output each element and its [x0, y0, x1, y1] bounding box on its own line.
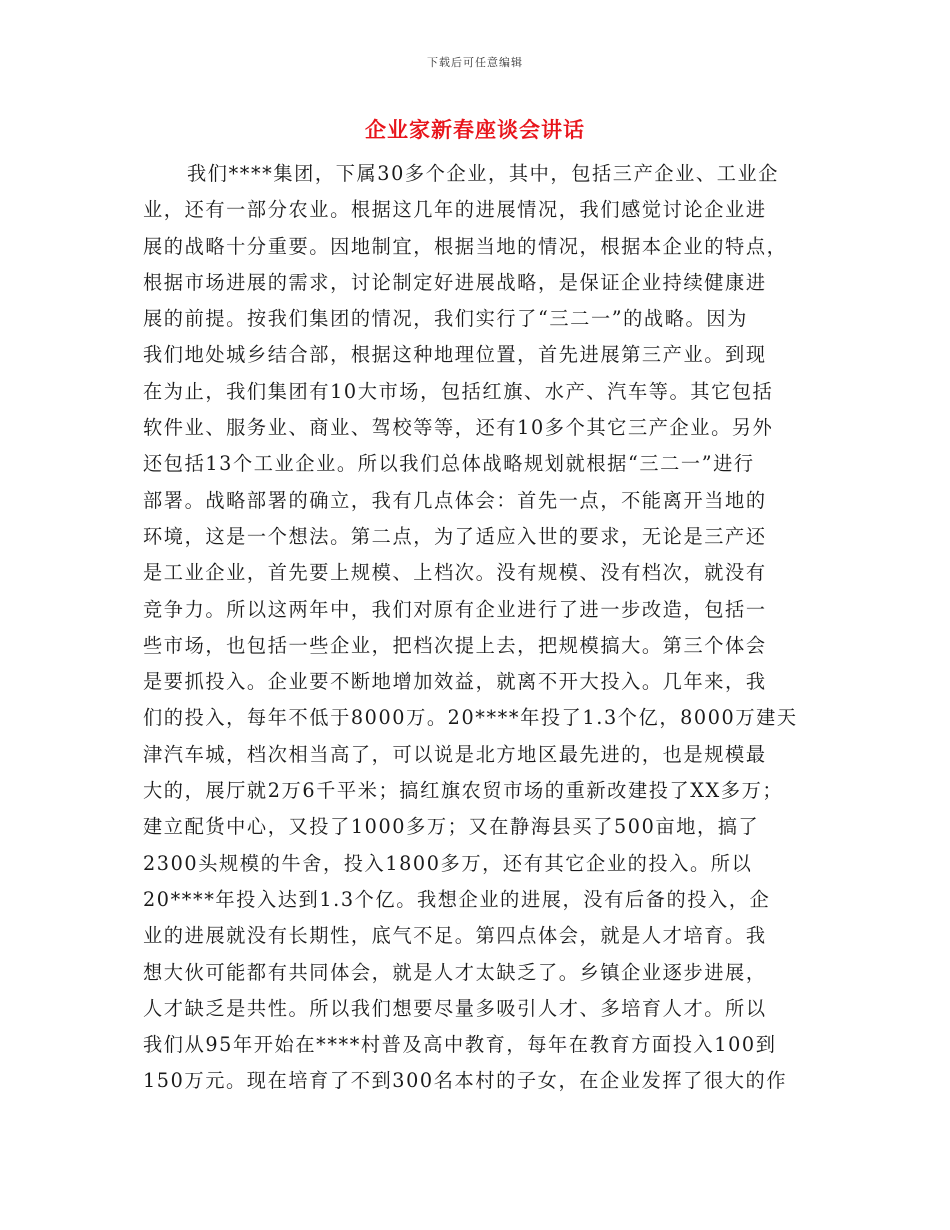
body-line: 大的，展厅就2万6千平米；搞红旗农贸市场的重新改建投了XX多万；	[143, 779, 784, 803]
page-header-note: 下载后可任意编辑	[427, 56, 523, 69]
document-body	[143, 156, 808, 1100]
body-line: 20****年投入达到1.3个亿。我想企业的进展，没有后备的投入，企	[143, 887, 771, 911]
body-line: 人才缺乏是共性。所以我们想要尽量多吸引人才、多培育人才。所以	[143, 996, 767, 1020]
body-line: 是要抓投入。企业要不断地增加效益，就离不开大投入。几年来，我	[143, 670, 767, 694]
body-line: 我们地处城乡结合部，根据这种地理位置，首先进展第三产业。到现	[143, 343, 767, 367]
body-line: 环境，这是一个想法。第二点，为了适应入世的要求，无论是三产还	[143, 524, 767, 548]
body-line: 是工业企业，首先要上规模、上档次。没有规模、没有档次，就没有	[143, 561, 767, 585]
body-line: 150万元。现在培育了不到300名本村的子女，在企业发挥了很大的作	[143, 1069, 788, 1093]
body-line: 建立配货中心，又投了1000多万；又在静海县买了500亩地，搞了	[143, 815, 760, 839]
body-line: 们的投入，每年不低于8000万。20****年投了1.3个亿，8000万建天	[143, 706, 798, 730]
body-line: 我们从95年开始在****村普及高中教育，每年在教育方面投入100到	[143, 1033, 777, 1057]
body-line: 津汽车城，档次相当高了，可以说是北方地区最先进的，也是规模最	[143, 742, 767, 766]
body-line: 竞争力。所以这两年中，我们对原有企业进行了进一步改造，包括一	[143, 597, 767, 621]
body-line: 在为止，我们集团有10大市场，包括红旗、水产、汽车等。其它包括	[143, 379, 774, 403]
body-line: 根据市场进展的需求，讨论制定好进展战略，是保证企业持续健康进	[143, 270, 767, 294]
document-title: 企业家新春座谈会讲话	[365, 117, 585, 142]
body-line: 我们****集团，下属30多个企业，其中，包括三产企业、工业企	[187, 162, 780, 185]
body-line: 部署。战略部署的确立，我有几点体会：首先一点，不能离开当地的	[143, 488, 767, 512]
body-line: 2300头规模的牛舍，投入1800多万，还有其它企业的投入。所以	[143, 851, 753, 875]
body-line: 业的进展就没有长期性，底气不足。第四点体会，就是人才培育。我	[143, 924, 767, 948]
body-line: 业，还有一部分农业。根据这几年的进展情况，我们感觉讨论企业进	[143, 198, 767, 222]
body-line: 展的战略十分重要。因地制宜，根据当地的情况，根据本企业的特点，	[143, 234, 788, 258]
body-line: 软件业、服务业、商业、驾校等等，还有10多个其它三产企业。另外	[143, 416, 774, 440]
body-line: 展的前提。按我们集团的情况，我们实行了“三二一”的战略。因为	[143, 307, 748, 331]
body-line: 些市场，也包括一些企业，把档次提上去，把规模搞大。第三个体会	[143, 633, 767, 657]
body-line: 想大伙可能都有共同体会，就是人才太缺乏了。乡镇企业逐步进展，	[143, 960, 767, 984]
body-line: 还包括13个工业企业。所以我们总体战略规划就根据“三二一”进行	[143, 452, 755, 476]
